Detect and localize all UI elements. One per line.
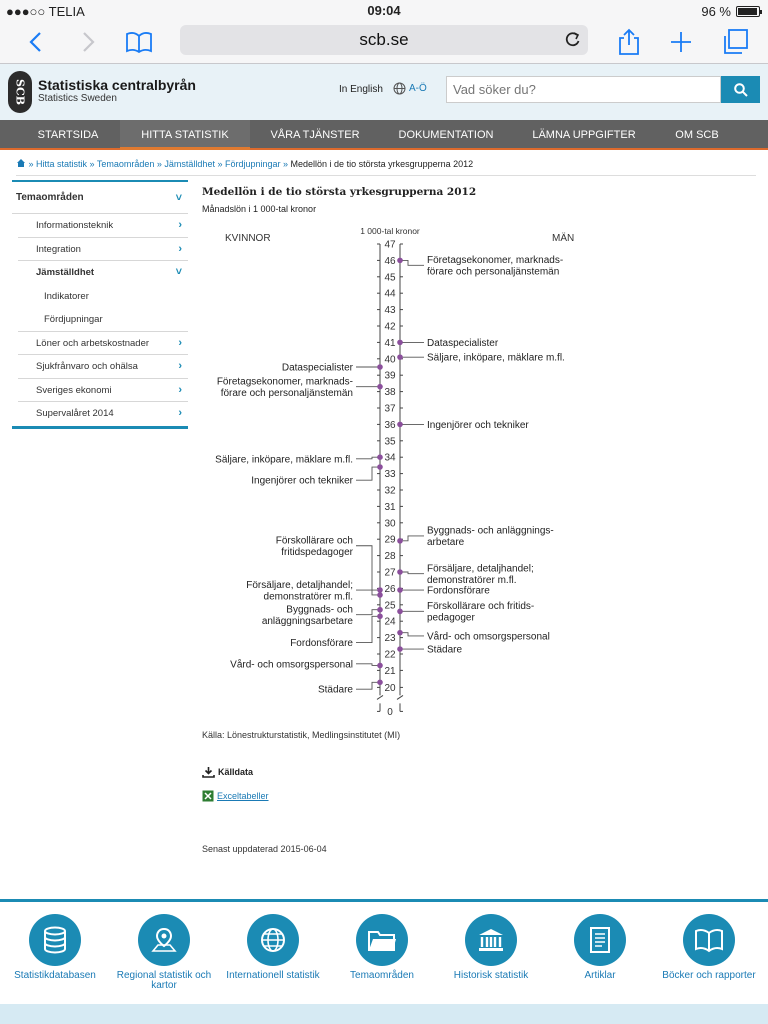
open-book-icon <box>683 914 735 966</box>
axis-tick-label: 46 <box>384 255 396 267</box>
women-leader-line <box>356 467 380 480</box>
unit-label: 1 000-tal kronor <box>360 226 420 236</box>
axis-tick-label: 43 <box>384 305 396 317</box>
sidebar-item-label: Jämställdhet <box>36 267 95 278</box>
axis-tick-label: 32 <box>384 485 396 497</box>
men-data-label: pedagoger <box>427 612 475 624</box>
home-icon[interactable] <box>16 158 26 167</box>
women-data-label: Säljare, inköpare, mäklare m.fl. <box>215 454 353 466</box>
tabs-icon <box>721 28 749 56</box>
women-data-label: Byggnads- och <box>286 604 353 616</box>
sidebar-item-label: Sjukfrånvaro och ohälsa <box>36 361 138 372</box>
last-updated: Senast uppdaterad 2015-06-04 <box>202 844 327 854</box>
sidebar-item-label: Informationsteknik <box>36 220 114 231</box>
sidebar <box>12 180 188 429</box>
bookmarks-button[interactable] <box>122 26 156 58</box>
men-data-label: förare och personaljänstemän <box>427 266 560 278</box>
sidebar-item-indikatorer[interactable] <box>18 285 188 309</box>
axis-tick-label: 26 <box>384 583 396 595</box>
women-data-label: anläggningsarbetare <box>261 615 353 627</box>
women-data-point <box>377 663 383 669</box>
men-leader-line <box>400 536 424 541</box>
chevron-right-icon <box>82 31 96 53</box>
axis-tick-label: 22 <box>384 649 396 661</box>
footer-internationell-statistik[interactable] <box>218 914 328 981</box>
women-data-label: fritidspedagoger <box>281 547 353 559</box>
axis-tick-label: 20 <box>384 682 396 694</box>
men-data-label: Byggnads- och anläggnings- <box>427 525 554 537</box>
sidebar-item-label: Löner och arbetskostnader <box>36 337 150 349</box>
footer-artiklar[interactable] <box>545 914 655 981</box>
map-pin-icon <box>138 914 190 966</box>
men-data-point <box>397 354 403 360</box>
women-leader-line <box>356 590 380 595</box>
reload-icon <box>564 25 582 55</box>
axis-tick-label: 35 <box>384 436 396 448</box>
excel-link[interactable] <box>202 790 269 802</box>
sidebar-item-informationsteknik[interactable] <box>18 214 188 238</box>
salary-chart <box>202 222 592 722</box>
chevron-right-icon: › <box>178 383 182 396</box>
footer-label: Regional statistik och kartor <box>116 970 212 991</box>
women-data-label: förare och personaljänstemän <box>220 387 353 399</box>
women-data-label: Vård- och omsorgspersonal <box>230 659 353 671</box>
men-data-point <box>397 646 403 652</box>
footer-label: Internationell statistik <box>226 970 320 981</box>
women-data-label: Företagsekonomer, marknads- <box>216 376 353 388</box>
nav-dokumentation[interactable]: DOKUMENTATION <box>398 129 494 141</box>
scb-logo[interactable] <box>8 71 196 113</box>
women-leader-line <box>356 664 380 666</box>
main-content <box>202 186 758 214</box>
sidebar-item-jamstalldhet[interactable] <box>18 261 188 285</box>
excel-label: Exceltabeller <box>217 791 269 801</box>
plus-icon <box>669 30 693 54</box>
women-data-label: demonstratörer m.fl. <box>263 591 353 603</box>
axis-tick-label: 33 <box>384 469 396 481</box>
women-data-point <box>377 607 383 613</box>
tabs-button[interactable] <box>718 26 752 58</box>
logo-mark: SCB <box>8 71 32 113</box>
carrier: ●●●○○ TELIA <box>6 4 85 19</box>
footer-temaomraden[interactable] <box>327 914 437 981</box>
logo-title: Statistiska centralbyrån <box>38 77 196 93</box>
women-data-label: Ingenjörer och tekniker <box>251 475 353 487</box>
breadcrumb-item[interactable]: Fördjupningar <box>224 159 281 169</box>
sidebar-item-label: Sveriges ekonomi <box>36 384 112 396</box>
chevron-right-icon: › <box>178 360 182 372</box>
axis-tick-label: 40 <box>384 354 396 366</box>
reload-button[interactable] <box>564 25 582 65</box>
axis-tick-label: 39 <box>384 370 396 382</box>
men-data-point <box>397 609 403 615</box>
women-data-label: Fordonsförare <box>290 638 353 650</box>
battery-percent: 96 % <box>701 4 731 19</box>
sidebar-item-label: Indikatorer <box>44 290 89 302</box>
book-icon <box>125 31 153 53</box>
axis-tick-label: 36 <box>384 419 396 431</box>
axis-tick-label: 27 <box>384 567 396 579</box>
footer-label: Historisk statistik <box>453 970 529 981</box>
forward-button[interactable] <box>72 26 106 58</box>
nav-om-scb[interactable]: OM SCB <box>675 129 719 141</box>
chevron-right-icon: › <box>178 407 182 419</box>
footer-band <box>0 1004 768 1024</box>
chevron-down-icon: ˅ <box>175 192 182 204</box>
az-link-label: A-Ö <box>409 83 427 94</box>
axis-tick-label: 25 <box>384 600 396 612</box>
search-input[interactable] <box>446 76 721 103</box>
axis-tick-label: 23 <box>384 633 396 645</box>
sidebar-item-integration[interactable] <box>18 238 188 262</box>
men-data-label: demonstratörer m.fl. <box>427 574 517 586</box>
sidebar-item-loner[interactable] <box>18 332 188 356</box>
women-data-label: Dataspecialister <box>281 362 353 374</box>
footer-statistikdatabasen[interactable] <box>0 914 110 981</box>
men-label: MÄN <box>552 233 575 244</box>
axis-break-mark <box>397 695 403 699</box>
women-leader-line <box>356 546 380 590</box>
men-data-label: arbetare <box>427 537 465 549</box>
sidebar-item-supervalaret[interactable] <box>18 402 188 426</box>
women-data-point <box>377 680 383 686</box>
battery-icon <box>736 6 760 17</box>
women-data-label: Städare <box>317 684 353 696</box>
database-icon <box>29 914 81 966</box>
footer-label: Temaområden <box>350 970 414 981</box>
globe-icon <box>393 82 406 95</box>
women-data-label: Försäljare, detaljhandel; <box>246 579 353 591</box>
chevron-right-icon: › <box>178 219 182 231</box>
axis-tick-label: 30 <box>384 518 396 530</box>
url-bar[interactable] <box>180 25 588 55</box>
footer-label: Statistikdatabasen <box>14 970 96 981</box>
footer-bocker-och-rapporter[interactable] <box>654 914 764 981</box>
axis-tick-label: 44 <box>384 288 396 300</box>
men-data-label: Fordonsförare <box>427 585 490 597</box>
excel-icon <box>202 790 214 802</box>
axis-tick-label: 34 <box>384 452 396 464</box>
nav-lamna-uppgifter[interactable]: LÄMNA UPPGIFTER <box>532 129 636 141</box>
men-leader-line <box>400 260 424 265</box>
axis-tick-label: 0 <box>387 706 393 718</box>
building-icon <box>465 914 517 966</box>
status-bar <box>0 0 768 22</box>
url-text: scb.se <box>359 30 409 49</box>
men-leader-line <box>400 633 424 636</box>
axis-tick-label: 31 <box>384 501 396 513</box>
men-data-label: Vård- och omsorgspersonal <box>427 631 550 643</box>
axis-tick-label: 41 <box>384 337 396 349</box>
breadcrumb-item[interactable]: Temaområden <box>96 159 155 169</box>
sidebar-item-sjukfranvaro[interactable] <box>18 355 188 379</box>
men-data-label: Säljare, inköpare, mäklare m.fl. <box>427 352 565 364</box>
women-data-point <box>377 464 383 470</box>
download-icon <box>202 766 215 778</box>
search-icon <box>734 83 748 97</box>
footer-regional-statistik[interactable] <box>109 914 219 991</box>
az-link[interactable] <box>393 82 427 95</box>
axis-break-mark <box>377 695 383 699</box>
english-link[interactable]: In English <box>339 84 383 95</box>
men-data-point <box>397 258 403 264</box>
kalldata-link[interactable] <box>202 766 253 778</box>
folder-icon <box>356 914 408 966</box>
sidebar-item-sveriges-ekonomi[interactable] <box>18 379 188 403</box>
women-leader-line <box>356 616 380 642</box>
kalldata-label: Källdata <box>218 767 254 777</box>
sidebar-header-label: Temaområden <box>16 192 84 203</box>
document-icon <box>574 914 626 966</box>
men-data-label: Dataspecialister <box>427 337 499 349</box>
chevron-right-icon: › <box>178 336 182 349</box>
men-data-point <box>397 630 403 636</box>
nav-startsida[interactable]: STARTSIDA <box>37 129 99 141</box>
share-icon <box>617 28 641 56</box>
men-leader-line <box>400 572 424 574</box>
sidebar-item-label: Integration <box>36 243 81 255</box>
chart-subtitle: Månadslön i 1 000-tal kronor <box>202 204 317 214</box>
chevron-left-icon <box>28 31 42 53</box>
footer-historisk-statistik[interactable] <box>436 914 546 981</box>
share-button[interactable] <box>612 26 646 58</box>
battery <box>701 4 760 19</box>
axis-tick-label: 47 <box>384 239 396 251</box>
axis-tick-label: 45 <box>384 272 396 284</box>
breadcrumb-current: Medellön i de tio största yrkesgrupperna 2012 <box>290 159 474 169</box>
sidebar-item-label: Fördjupningar <box>44 314 103 325</box>
women-label: KVINNOR <box>225 233 271 244</box>
main-nav <box>0 120 768 150</box>
men-data-point <box>397 538 403 544</box>
axis-tick-label: 29 <box>384 534 396 546</box>
nav-vara-tjanster[interactable]: VÅRA TJÄNSTER <box>270 129 360 141</box>
sidebar-header[interactable] <box>12 182 188 214</box>
women-data-point <box>377 364 383 370</box>
axis-tick-label: 24 <box>384 616 396 628</box>
search-button[interactable] <box>721 76 760 103</box>
men-data-label: Försäljare, detaljhandel; <box>427 563 534 575</box>
women-data-label: Förskollärare och <box>275 535 353 547</box>
axis-tick-label: 28 <box>384 551 396 563</box>
nav-hitta-statistik[interactable]: HITTA STATISTIK <box>120 120 250 150</box>
axis-tick-label: 37 <box>384 403 396 415</box>
footer-label: Artiklar <box>584 970 616 981</box>
breadcrumb-item[interactable]: Hitta statistik <box>36 159 88 169</box>
chevron-right-icon: › <box>178 242 182 255</box>
logo-subtitle: Statistics Sweden <box>38 93 117 104</box>
site-header <box>0 64 768 120</box>
men-data-point <box>397 569 403 575</box>
women-data-point <box>377 384 383 390</box>
breadcrumb-item[interactable]: Jämställdhet <box>164 159 215 169</box>
footer-label: Böcker och rapporter <box>662 970 756 981</box>
chart-title: Medellön i de tio största yrkesgrupperna 2012 <box>202 186 477 198</box>
men-data-label: Ingenjörer och tekniker <box>427 419 529 431</box>
back-button[interactable] <box>18 26 52 58</box>
axis-tick-label: 42 <box>384 321 396 333</box>
women-data-point <box>377 613 383 619</box>
breadcrumb: » Hitta statistik » Temaområden » Jämställdhet » Fördjupningar » Medellön i de tio största yrkesgrupperna 2012 <box>16 158 756 176</box>
browser-toolbar <box>0 22 768 64</box>
women-leader-line <box>356 610 380 615</box>
men-data-label: Företagsekonomer, marknads- <box>427 255 564 267</box>
men-data-label: Förskollärare och fritids- <box>427 601 535 613</box>
chevron-down-icon: ˅ <box>175 266 182 278</box>
sidebar-item-label: Supervalåret 2014 <box>36 408 114 419</box>
clock: 09:04 <box>367 3 401 18</box>
women-data-point <box>377 592 383 598</box>
men-data-point <box>397 422 403 428</box>
axis-tick-label: 38 <box>384 387 396 399</box>
sidebar-item-fordjupningar[interactable] <box>18 308 188 332</box>
men-data-point <box>397 587 403 593</box>
axis-tick-label: 21 <box>384 665 396 677</box>
women-data-point <box>377 454 383 460</box>
women-leader-line <box>356 457 380 459</box>
women-data-point <box>377 587 383 593</box>
source-note: Källa: Lönestrukturstatistik, Medlingsinstitutet (MI) <box>202 730 401 740</box>
new-tab-button[interactable] <box>664 26 698 58</box>
globe-icon <box>247 914 299 966</box>
men-data-point <box>397 340 403 346</box>
women-leader-line <box>356 682 380 689</box>
men-data-label: Städare <box>427 644 463 656</box>
